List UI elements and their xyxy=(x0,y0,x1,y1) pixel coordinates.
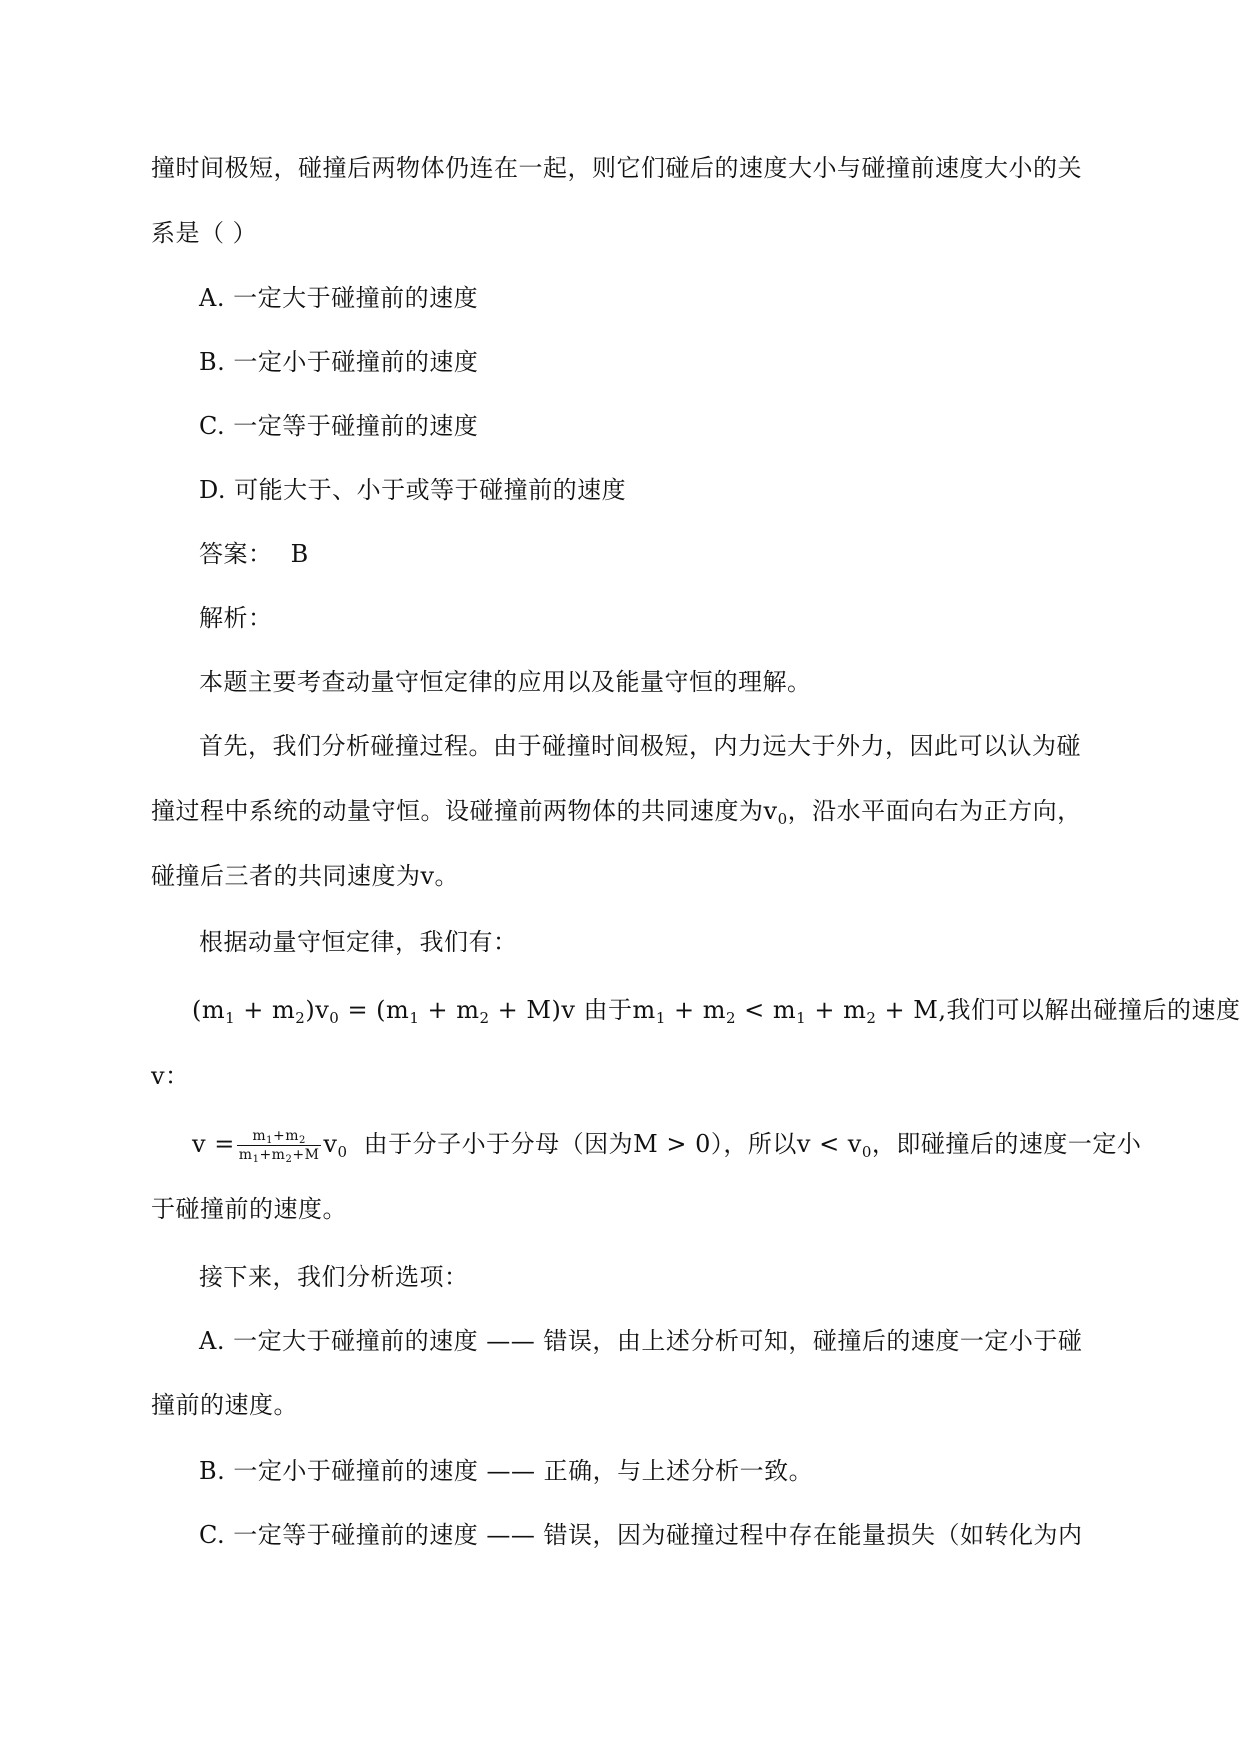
option-c-text: 一定等于碰撞前的速度 xyxy=(233,412,479,440)
option-c xyxy=(199,411,478,441)
analysis-paragraph-4: 接下来，我们分析选项： xyxy=(199,1263,469,1291)
analysis-option-c: C. 一定等于碰撞前的速度 —— 错误，因为碰撞过程中存在能量损失（如转化为内 xyxy=(199,1521,1083,1549)
velocity-formula: v = $\frac{m_1+m_2}{m_1+m_2+M}$ $v_0$ xyxy=(192,1128,348,1165)
option-b-label: B. xyxy=(199,348,226,376)
velocity-fraction: $\frac{m_1+m_2}{m_1+m_2+M}$ xyxy=(238,1128,320,1165)
eq2-text-a: 由于分子小于分母（因为M > 0），所以v < v xyxy=(363,1130,862,1158)
answer-line xyxy=(199,539,309,569)
eq2-subscript: 0 xyxy=(861,1143,872,1161)
eq1-text-b: ,我们可以解出碰撞后的速度 xyxy=(938,996,1241,1024)
option-d-label: D. xyxy=(199,476,227,504)
analysis-option-a-line-1: A. 一定大于碰撞前的速度 —— 错误，由上述分析可知，碰撞后的速度一定小于碰 xyxy=(199,1327,1083,1355)
analysis-paragraph-3: 根据动量守恒定律，我们有： xyxy=(199,928,518,956)
velocity-formula-continuation: 于碰撞前的速度。 xyxy=(151,1195,347,1223)
analysis-option-b: B. 一定小于碰撞前的速度 —— 正确，与上述分析一致。 xyxy=(199,1457,814,1485)
momentum-equation-continuation: v： xyxy=(151,1062,190,1090)
momentum-equation: $(m_1 + m_2)v_0 = (m_1 + m_2 + M)v$ xyxy=(192,996,576,1027)
option-b xyxy=(199,347,478,377)
eq2-text-b: ，即碰撞后的速度一定小 xyxy=(871,1130,1142,1158)
velocity-formula-line xyxy=(192,1128,1141,1163)
eq1-text-a: 由于 xyxy=(583,996,633,1024)
question-stem-line-1: 撞时间极短，碰撞后两物体仍连在一起，则它们碰后的速度大小与碰撞前速度大小的关 xyxy=(151,154,1082,182)
option-d-text: 可能大于、小于或等于碰撞前的速度 xyxy=(234,476,627,504)
option-b-text: 一定小于碰撞前的速度 xyxy=(233,348,479,376)
option-c-label: C. xyxy=(199,412,226,440)
analysis-label: 解析： xyxy=(199,604,273,632)
answer-label: 答案： xyxy=(199,540,273,568)
option-a-text: 一定大于碰撞前的速度 xyxy=(233,284,479,312)
option-a xyxy=(199,283,478,313)
analysis-option-a-line-2: 撞前的速度。 xyxy=(151,1391,298,1419)
v0-subscript: 0 xyxy=(777,810,788,828)
momentum-equation-line xyxy=(192,995,1240,1025)
analysis-paragraph-2-line-1: 首先，我们分析碰撞过程。由于碰撞时间极短，内力远大于外力，因此可以认为碰 xyxy=(199,732,1081,760)
p2-text-b: ，沿水平面向右为正方向， xyxy=(787,797,1082,825)
question-stem-line-2: 系是（ ） xyxy=(151,219,258,247)
analysis-paragraph-2-line-3: 碰撞后三者的共同速度为v。 xyxy=(151,862,460,890)
p2-text-a: 撞过程中系统的动量守恒。设碰撞前两物体的共同速度为v xyxy=(151,797,778,825)
analysis-paragraph-2-line-2 xyxy=(151,796,1082,826)
analysis-paragraph-1: 本题主要考查动量守恒定律的应用以及能量守恒的理解。 xyxy=(199,668,812,696)
option-a-label: A. xyxy=(199,284,225,312)
answer-value: B xyxy=(290,540,309,568)
option-d xyxy=(199,475,626,505)
mass-inequality: $m_1 + m_2 < m_1 + m_2 + M$ xyxy=(632,996,939,1027)
